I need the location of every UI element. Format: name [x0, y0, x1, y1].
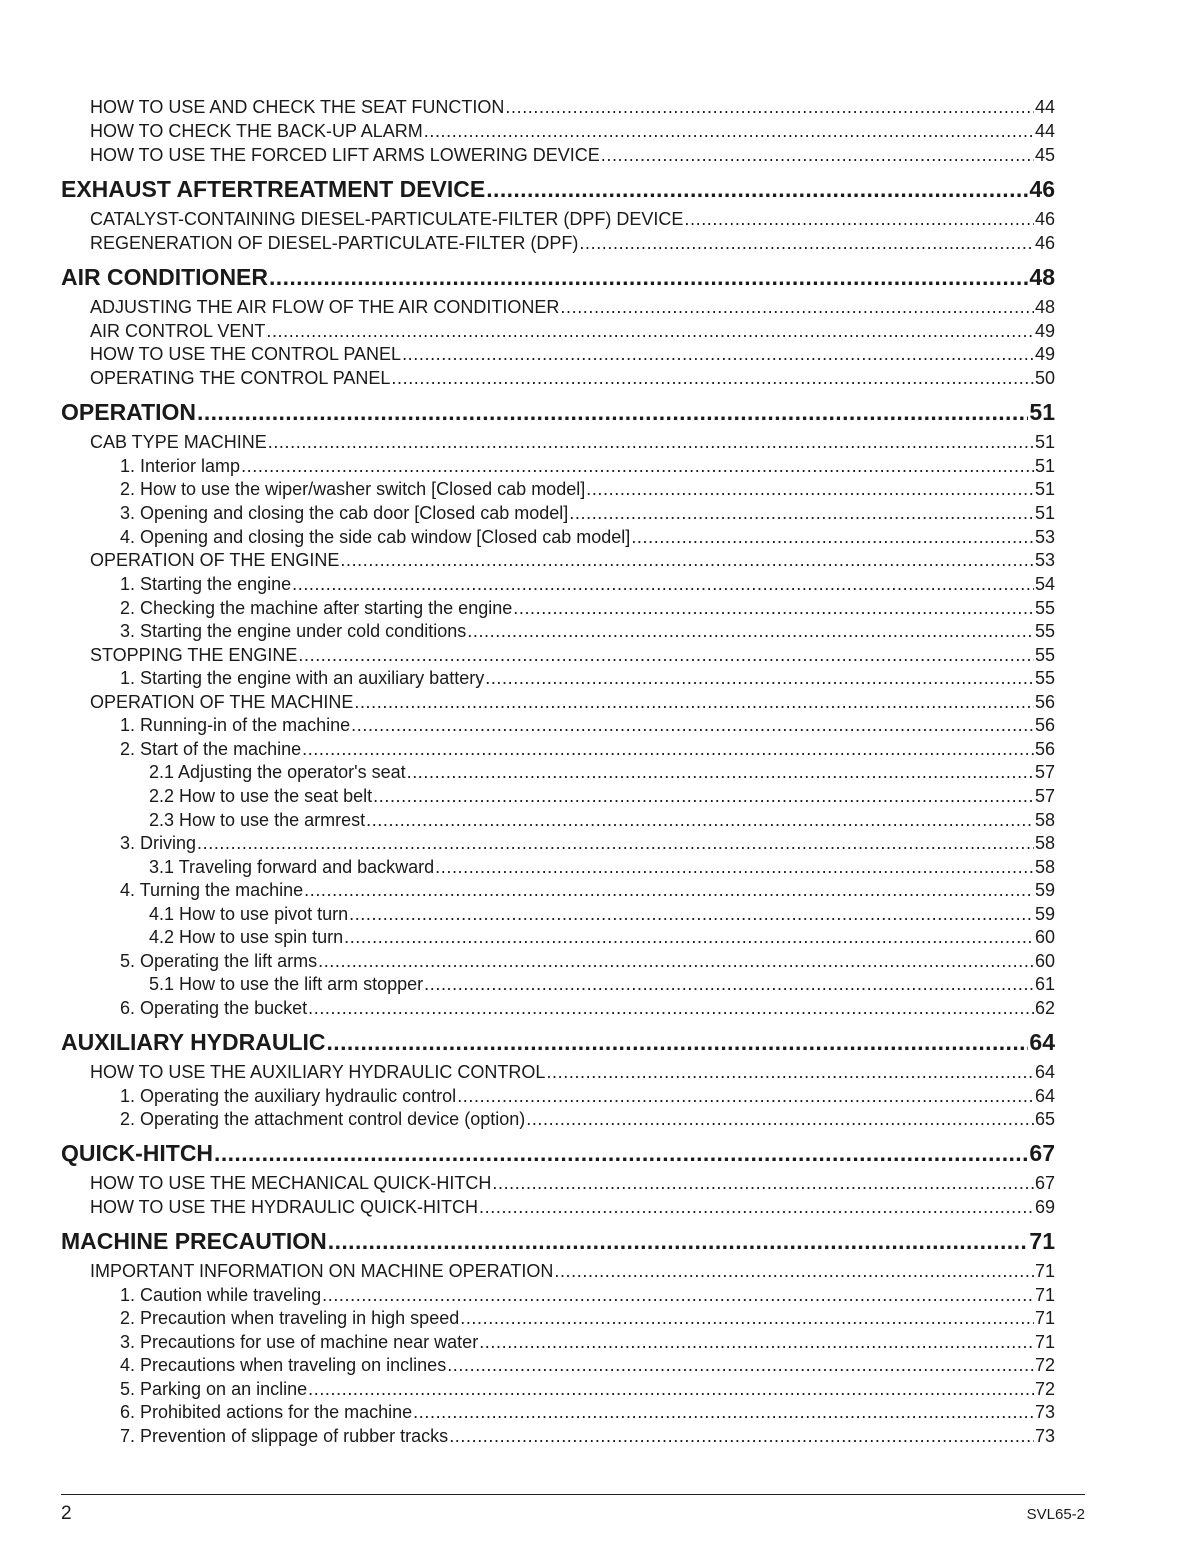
- toc-page-number: 73: [1034, 1402, 1055, 1422]
- toc-page-number: 51: [1034, 479, 1055, 499]
- toc-entry-title: HOW TO USE THE MECHANICAL QUICK-HITCH: [90, 1173, 492, 1193]
- toc-dot-leader: [457, 1086, 1034, 1107]
- toc-page-number: 58: [1034, 857, 1055, 877]
- toc-dot-leader: [447, 1355, 1034, 1376]
- document-code: SVL65-2: [1026, 1506, 1085, 1523]
- toc-dot-leader: [197, 833, 1034, 854]
- toc-entry[interactable]: [120, 598, 1055, 619]
- toc-page-number: 64: [1034, 1062, 1055, 1082]
- toc-page-number: 56: [1034, 739, 1055, 759]
- toc-page-number: 69: [1034, 1197, 1055, 1217]
- toc-entry-title: 2.2 How to use the seat belt: [149, 786, 373, 806]
- toc-dot-leader: [586, 479, 1034, 500]
- toc-page-number: 49: [1034, 321, 1055, 341]
- toc-dot-leader: [304, 880, 1034, 901]
- toc-page-number: 72: [1034, 1355, 1055, 1375]
- toc-entry[interactable]: [90, 1261, 1055, 1282]
- toc-entry[interactable]: [149, 786, 1055, 807]
- toc-page-number: 55: [1034, 668, 1055, 688]
- toc-page-number: 46: [1029, 176, 1055, 202]
- toc-dot-leader: [302, 739, 1034, 760]
- toc-section-heading[interactable]: [61, 399, 1055, 426]
- toc-dot-leader: [601, 145, 1034, 166]
- toc-entry[interactable]: [120, 739, 1055, 760]
- toc-dot-leader: [554, 1261, 1034, 1282]
- toc-page-number: 51: [1029, 399, 1055, 425]
- toc-page-number: 64: [1029, 1029, 1055, 1055]
- toc-dot-leader: [328, 1228, 1029, 1255]
- toc-entry-title: 7. Prevention of slippage of rubber tracks: [120, 1426, 449, 1446]
- toc-dot-leader: [391, 368, 1034, 389]
- toc-entry[interactable]: [120, 479, 1055, 500]
- toc-dot-leader: [424, 974, 1034, 995]
- toc-dot-leader: [569, 503, 1034, 524]
- toc-dot-leader: [354, 692, 1034, 713]
- toc-section-heading[interactable]: [61, 1228, 1055, 1255]
- toc-dot-leader: [467, 621, 1034, 642]
- toc-entry-title: 3. Precautions for use of machine near water: [120, 1332, 479, 1352]
- toc-section-heading[interactable]: [61, 176, 1055, 203]
- toc-entry-title: HOW TO USE THE HYDRAULIC QUICK-HITCH: [90, 1197, 479, 1217]
- toc-entry-title: QUICK-HITCH: [61, 1140, 214, 1166]
- toc-dot-leader: [322, 1285, 1034, 1306]
- toc-entry[interactable]: [120, 527, 1055, 548]
- toc-section-heading[interactable]: [61, 1029, 1055, 1056]
- toc-entry[interactable]: [90, 1062, 1055, 1083]
- toc-entry-title: OPERATING THE CONTROL PANEL: [90, 368, 391, 388]
- toc-entry-title: 3. Driving: [120, 833, 197, 853]
- toc-dot-leader: [631, 527, 1034, 548]
- toc-dot-leader: [340, 550, 1034, 571]
- toc-entry-title: 2. Start of the machine: [120, 739, 302, 759]
- toc-entry[interactable]: [120, 456, 1055, 477]
- toc-page-number: 60: [1034, 951, 1055, 971]
- toc-entry[interactable]: [120, 833, 1055, 854]
- toc-entry-title: 6. Prohibited actions for the machine: [120, 1402, 413, 1422]
- toc-entry[interactable]: [120, 1332, 1055, 1353]
- toc-dot-leader: [327, 1029, 1029, 1056]
- toc-dot-leader: [318, 951, 1034, 972]
- toc-dot-leader: [479, 1332, 1034, 1353]
- toc-page-number: 51: [1034, 432, 1055, 452]
- toc-dot-leader: [241, 456, 1034, 477]
- toc-dot-leader: [366, 810, 1034, 831]
- toc-entry[interactable]: [90, 692, 1055, 713]
- toc-entry-title: ADJUSTING THE AIR FLOW OF THE AIR CONDITIONER: [90, 297, 560, 317]
- toc-dot-leader: [214, 1140, 1028, 1167]
- toc-page-number: 67: [1029, 1140, 1055, 1166]
- toc-page-number: 62: [1034, 998, 1055, 1018]
- toc-page-number: 61: [1034, 974, 1055, 994]
- toc-dot-leader: [292, 574, 1034, 595]
- toc-dot-leader: [268, 432, 1034, 453]
- toc-entry-title: AIR CONTROL VENT: [90, 321, 266, 341]
- toc-page-number: 48: [1029, 264, 1055, 290]
- toc-entry[interactable]: [149, 927, 1055, 948]
- toc-entry-title: 6. Operating the bucket: [120, 998, 308, 1018]
- toc-entry[interactable]: [149, 857, 1055, 878]
- toc-page-number: 67: [1034, 1173, 1055, 1193]
- toc-entry-title: OPERATION: [61, 399, 197, 425]
- toc-dot-leader: [413, 1402, 1034, 1423]
- toc-page-number: 45: [1034, 145, 1055, 165]
- page-number: 2: [61, 1503, 72, 1524]
- toc-dot-leader: [308, 998, 1034, 1019]
- toc-entry[interactable]: [120, 503, 1055, 524]
- toc-page-number: 58: [1034, 810, 1055, 830]
- toc-entry-title: 3. Starting the engine under cold conditions: [120, 621, 467, 641]
- toc-entry-title: AUXILIARY HYDRAULIC: [61, 1029, 326, 1055]
- toc-entry[interactable]: [90, 550, 1055, 571]
- toc-page-number: 46: [1034, 233, 1055, 253]
- toc-dot-leader: [546, 1062, 1034, 1083]
- toc-entry-title: 4. Precautions when traveling on inclines: [120, 1355, 447, 1375]
- toc-page-number: 57: [1034, 762, 1055, 782]
- toc-dot-leader: [492, 1173, 1034, 1194]
- toc-entry-title: 2.3 How to use the armrest: [149, 810, 366, 830]
- toc-page-number: 55: [1034, 645, 1055, 665]
- toc-entry[interactable]: [120, 998, 1055, 1019]
- toc-dot-leader: [486, 176, 1028, 203]
- toc-dot-leader: [435, 857, 1034, 878]
- toc-page-number: 71: [1034, 1285, 1055, 1305]
- toc-dot-leader: [269, 264, 1028, 291]
- toc-entry-title: 1. Caution while traveling: [120, 1285, 322, 1305]
- toc-entry-title: CATALYST-CONTAINING DIESEL-PARTICULATE-FILTER (DPF) DEVICE: [90, 209, 684, 229]
- toc-page-number: 53: [1034, 550, 1055, 570]
- toc-page-number: 46: [1034, 209, 1055, 229]
- toc-entry-title: 5. Parking on an incline: [120, 1379, 308, 1399]
- toc-page-number: 55: [1034, 598, 1055, 618]
- toc-entry[interactable]: [120, 1355, 1055, 1376]
- toc-entry-title: CAB TYPE MACHINE: [90, 432, 267, 452]
- toc-entry[interactable]: [120, 621, 1055, 642]
- toc-entry[interactable]: [120, 880, 1055, 901]
- toc-page-number: 44: [1034, 121, 1055, 141]
- toc-entry[interactable]: [149, 974, 1055, 995]
- toc-entry[interactable]: [120, 715, 1055, 736]
- toc-dot-leader: [424, 121, 1034, 142]
- toc-page-number: 65: [1034, 1109, 1055, 1129]
- toc-entry-title: 4.1 How to use pivot turn: [149, 904, 349, 924]
- toc-dot-leader: [579, 233, 1034, 254]
- toc-entry[interactable]: [120, 951, 1055, 972]
- toc-entry-title: OPERATION OF THE MACHINE: [90, 692, 354, 712]
- toc-page-number: 57: [1034, 786, 1055, 806]
- toc-page-number: 44: [1034, 97, 1055, 117]
- toc-entry[interactable]: [120, 668, 1055, 689]
- toc-entry[interactable]: [90, 645, 1055, 666]
- toc-dot-leader: [266, 321, 1034, 342]
- toc-page-number: 49: [1034, 344, 1055, 364]
- toc-entry-title: HOW TO USE THE FORCED LIFT ARMS LOWERING DEVICE: [90, 145, 600, 165]
- toc-dot-leader: [197, 399, 1028, 426]
- toc-dot-leader: [349, 904, 1034, 925]
- toc-page-number: 55: [1034, 621, 1055, 641]
- toc-dot-leader: [449, 1426, 1034, 1447]
- toc-page-number: 56: [1034, 692, 1055, 712]
- toc-dot-leader: [560, 297, 1034, 318]
- toc-entry-title: 1. Interior lamp: [120, 456, 241, 476]
- toc-entry-title: 4. Opening and closing the side cab window [Closed cab model]: [120, 527, 631, 547]
- toc-page-number: 48: [1034, 297, 1055, 317]
- toc-dot-leader: [344, 927, 1034, 948]
- toc-page-number: 51: [1034, 456, 1055, 476]
- toc-entry-title: HOW TO USE AND CHECK THE SEAT FUNCTION: [90, 97, 505, 117]
- toc-page-number: 56: [1034, 715, 1055, 735]
- toc-entry[interactable]: [149, 904, 1055, 925]
- toc-entry-title: MACHINE PRECAUTION: [61, 1228, 327, 1254]
- toc-page-number: 72: [1034, 1379, 1055, 1399]
- toc-entry[interactable]: [90, 321, 1055, 342]
- toc-section-heading[interactable]: [61, 264, 1055, 291]
- toc-page-number: 59: [1034, 904, 1055, 924]
- toc-entry[interactable]: [90, 297, 1055, 318]
- toc-entry-title: 1. Starting the engine with an auxiliary battery: [120, 668, 485, 688]
- toc-entry-title: 3. Opening and closing the cab door [Closed cab model]: [120, 503, 569, 523]
- toc-entry-title: AIR CONDITIONER: [61, 264, 268, 290]
- toc-dot-leader: [298, 645, 1034, 666]
- toc-section-heading[interactable]: [61, 1140, 1055, 1167]
- toc-dot-leader: [460, 1308, 1034, 1329]
- toc-page-number: 64: [1034, 1086, 1055, 1106]
- toc-dot-leader: [526, 1109, 1034, 1130]
- toc-entry[interactable]: [90, 209, 1055, 230]
- toc-dot-leader: [684, 209, 1034, 230]
- toc-entry-title: 1. Running-in of the machine: [120, 715, 351, 735]
- toc-entry-title: EXHAUST AFTERTREATMENT DEVICE: [61, 176, 486, 202]
- toc-entry-title: HOW TO CHECK THE BACK-UP ALARM: [90, 121, 423, 141]
- toc-entry[interactable]: [120, 574, 1055, 595]
- toc-dot-leader: [505, 97, 1034, 118]
- toc-entry-title: 4. Turning the machine: [120, 880, 304, 900]
- toc-entry-title: 2. Precaution when traveling in high speed: [120, 1308, 460, 1328]
- toc-page-number: 71: [1029, 1228, 1055, 1254]
- toc-entry[interactable]: [120, 1426, 1055, 1447]
- toc-entry[interactable]: [120, 1109, 1055, 1130]
- toc-dot-leader: [513, 598, 1034, 619]
- toc-page-number: 53: [1034, 527, 1055, 547]
- toc-entry[interactable]: [120, 1086, 1055, 1107]
- toc-entry-title: 4.2 How to use spin turn: [149, 927, 344, 947]
- toc-entry[interactable]: [90, 145, 1055, 166]
- toc-page-number: 51: [1034, 503, 1055, 523]
- toc-entry-title: STOPPING THE ENGINE: [90, 645, 298, 665]
- toc-dot-leader: [479, 1197, 1034, 1218]
- toc-entry[interactable]: [90, 432, 1055, 453]
- toc-entry-title: 1. Starting the engine: [120, 574, 292, 594]
- toc-page-number: 50: [1034, 368, 1055, 388]
- toc-entry-title: HOW TO USE THE CONTROL PANEL: [90, 344, 402, 364]
- toc-entry-title: 3.1 Traveling forward and backward: [149, 857, 435, 877]
- toc-entry[interactable]: [120, 1308, 1055, 1329]
- toc-entry[interactable]: [90, 121, 1055, 142]
- toc-entry-title: OPERATION OF THE ENGINE: [90, 550, 340, 570]
- footer-divider: [61, 1494, 1085, 1495]
- toc-entry-title: 2. How to use the wiper/washer switch [Closed cab model]: [120, 479, 586, 499]
- toc-entry[interactable]: [120, 1402, 1055, 1423]
- toc-entry[interactable]: [90, 1173, 1055, 1194]
- toc-page-number: 73: [1034, 1426, 1055, 1446]
- toc-entry[interactable]: [90, 344, 1055, 365]
- toc-entry[interactable]: [149, 810, 1055, 831]
- toc-dot-leader: [485, 668, 1034, 689]
- toc-entry-title: 2. Operating the attachment control device (option): [120, 1109, 526, 1129]
- toc-entry[interactable]: [149, 762, 1055, 783]
- toc-page-number: 54: [1034, 574, 1055, 594]
- toc-entry[interactable]: [120, 1379, 1055, 1400]
- toc-entry-title: 5. Operating the lift arms: [120, 951, 318, 971]
- toc-entry-title: 2.1 Adjusting the operator's seat: [149, 762, 406, 782]
- toc-entry[interactable]: [90, 233, 1055, 254]
- toc-page-number: 71: [1034, 1308, 1055, 1328]
- toc-entry[interactable]: [90, 97, 1055, 118]
- toc-page-number: 60: [1034, 927, 1055, 947]
- toc-dot-leader: [373, 786, 1034, 807]
- toc-entry-title: 2. Checking the machine after starting the engine: [120, 598, 513, 618]
- toc-entry[interactable]: [120, 1285, 1055, 1306]
- toc-entry-title: IMPORTANT INFORMATION ON MACHINE OPERATION: [90, 1261, 554, 1281]
- toc-entry[interactable]: [90, 1197, 1055, 1218]
- toc-entry-title: REGENERATION OF DIESEL-PARTICULATE-FILTER (DPF): [90, 233, 579, 253]
- toc-page-number: 71: [1034, 1332, 1055, 1352]
- toc-page-number: 71: [1034, 1261, 1055, 1281]
- toc-entry-title: HOW TO USE THE AUXILIARY HYDRAULIC CONTROL: [90, 1062, 546, 1082]
- toc-page-number: 58: [1034, 833, 1055, 853]
- toc-dot-leader: [407, 762, 1034, 783]
- toc-entry-title: 1. Operating the auxiliary hydraulic control: [120, 1086, 457, 1106]
- toc-dot-leader: [402, 344, 1034, 365]
- toc-entry-title: 5.1 How to use the lift arm stopper: [149, 974, 424, 994]
- toc-dot-leader: [351, 715, 1034, 736]
- toc-entry[interactable]: [90, 368, 1055, 389]
- toc-page-number: 59: [1034, 880, 1055, 900]
- toc-dot-leader: [308, 1379, 1034, 1400]
